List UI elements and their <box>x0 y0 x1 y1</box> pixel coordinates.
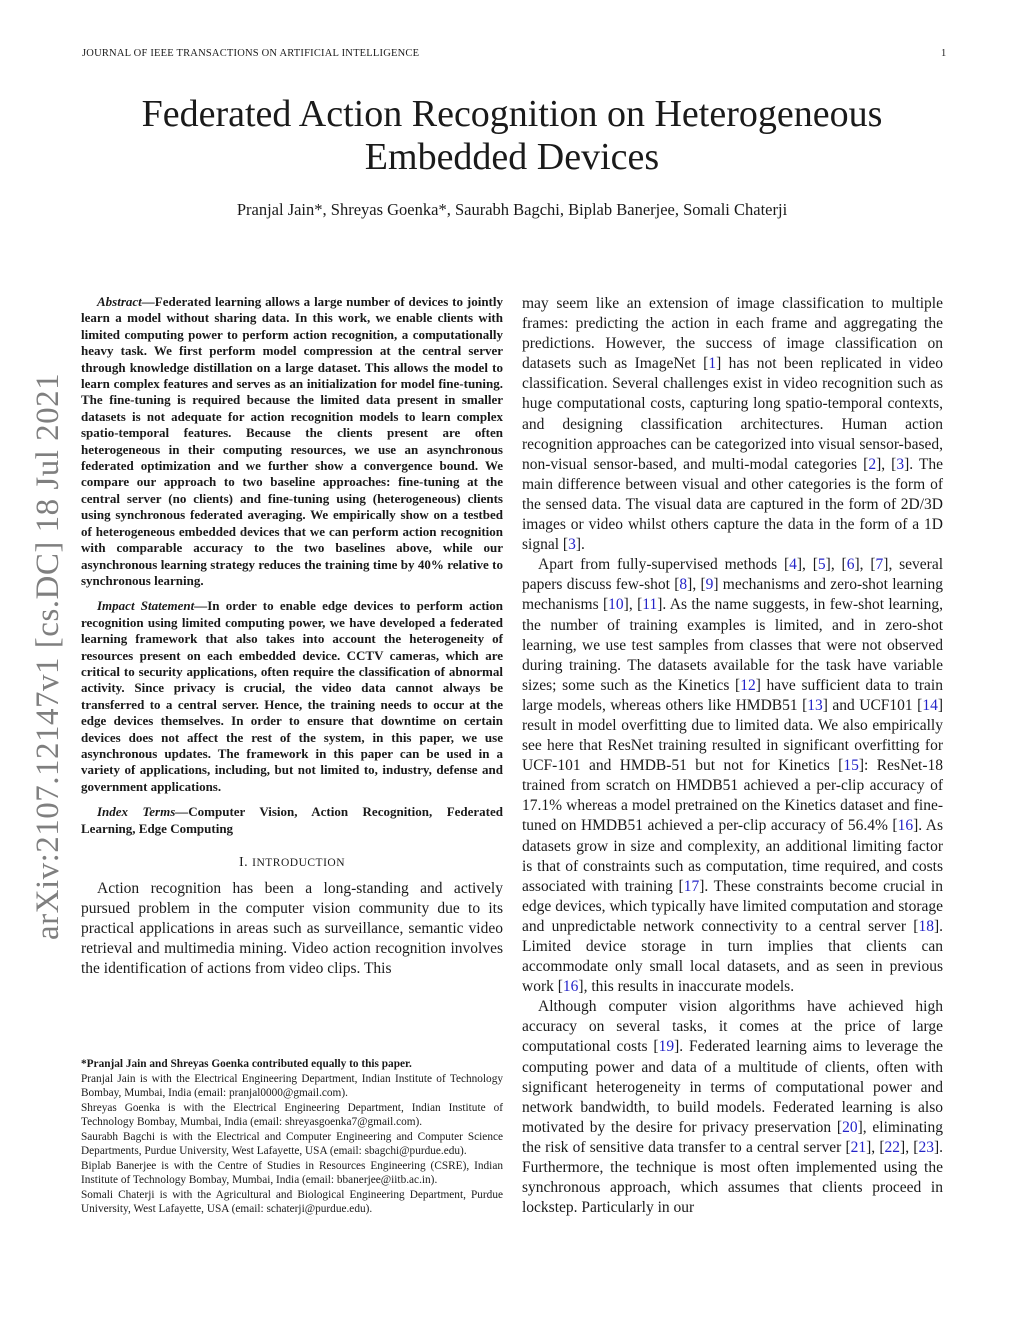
section-number: I. <box>238 855 253 870</box>
text-run: and UCF101 <box>827 696 918 714</box>
impact-statement <box>81 598 503 795</box>
footnote-equal-contribution: *Pranjal Jain and Shreyas Goenka contributed equally to this paper. <box>81 1058 412 1070</box>
citation-link[interactable]: 19 <box>658 1038 675 1056</box>
author-list: Pranjal Jain*, Shreyas Goenka*, Saurabh Bagchi, Biplab Banerjee, Somali Chaterji <box>236 200 788 219</box>
citation-link[interactable]: 5 <box>817 556 826 574</box>
title-line-1: Federated Action Recognition on Heterogeneous <box>141 93 883 135</box>
index-terms-text: Computer Vision, Action Recognition, Federated Learning, Edge Computing <box>81 804 504 836</box>
title-line-2: Embedded Devices <box>364 136 660 178</box>
text-run: : ResNet-18 trained from scratch on HMDB51 achieved a per-clip accuracy of 17.1% whereas a model pretrained on the Kinetics dataset and fine-tuned on HMDB51 achieved a per-clip accuracy of 56.4% <box>522 757 943 835</box>
index-terms-label: Index Terms— <box>97 804 189 820</box>
text-run: . These constraints become crucial in edge devices, which typically have limited computation and storage and unpredictable network connectivity to a central server <box>522 877 943 935</box>
citation-link[interactable]: 14 <box>922 696 938 714</box>
citation-link[interactable]: 20 <box>842 1118 858 1136</box>
section-heading-introduction <box>81 855 503 871</box>
footnote-goenka: Shreyas Goenka is with the Electrical Engineering Department, Indian Institute of Technology Bombay, Mumbai, India (email: shreyasgoenka7@gmail.com). <box>81 1101 503 1128</box>
citation-link[interactable]: 7 <box>875 556 884 574</box>
citation-link[interactable]: 18 <box>918 917 934 935</box>
citation-link[interactable]: 21 <box>850 1138 867 1156</box>
citation-link[interactable]: 12 <box>740 676 756 694</box>
text-run: result in model overfitting due to limited data. We also empirically see here that ResNet training resulted in significant overfitting for UCF-101 and HMDB-51 but not for Kinetics <box>522 716 943 775</box>
footnote-bagchi: Saurabh Bagchi is with the Electrical and Computer Engineering and Computer Science Departments, Purdue University, West Lafayette, USA (email: sbagchi@purdue.edu). <box>81 1130 503 1157</box>
citation-link[interactable]: 6 <box>846 556 855 574</box>
footnote-banerjee: Biplab Banerjee is with the Centre of Studies in Resources Engineering (CSRE), Indian Institute of Technology Bombay, Mumbai, India (email: bbanerjee@iitb.ac.in). <box>81 1159 503 1186</box>
page-number: 1 <box>941 48 947 59</box>
footnote-jain: Pranjal Jain is with the Electrical Engineering Department, Indian Institute of Technology Bombay, Mumbai, India (email: pranjal0000@gmail.com). <box>81 1072 503 1099</box>
text-run: mechanisms and zero-shot learning mechanisms <box>522 576 943 614</box>
text-run: Apart from fully-supervised methods <box>538 556 784 574</box>
citation-link[interactable]: 22 <box>884 1138 901 1156</box>
citation-link[interactable]: 10 <box>608 596 624 614</box>
text-run: . Furthermore, the technique is most often implemented using the synchronous approach, which assumes that clients proceed in lockstep. Particularly in our <box>522 1138 944 1217</box>
abstract-label: Abstract— <box>97 294 155 309</box>
impact-label: Impact Statement— <box>97 598 208 614</box>
citation-link[interactable]: 1 <box>708 355 717 373</box>
text-run: Although computer vision algorithms have achieved high accuracy on several tasks, it comes at the price of large computational costs <box>522 998 943 1056</box>
citation-link[interactable]: 15 <box>843 757 859 775</box>
citation-link[interactable]: 11 <box>642 596 658 614</box>
right-column <box>522 294 943 1218</box>
text-run: , <box>802 556 813 574</box>
citation-link[interactable]: 16 <box>897 817 914 835</box>
text-run: . As datasets grow in size and complexity, an additional limiting factor is that of constraints such as computation, time required, and costs associated with training <box>522 817 943 895</box>
footnotes <box>81 1057 503 1217</box>
footnote-chaterji: Somali Chaterji is with the Agricultural and Biological Engineering Department, Purdue University, West Lafayette, USA (email: schaterji@purdue.edu). <box>81 1188 503 1215</box>
text-run: has not been replicated in video classification. Several challenges exist in video recognition such as huge computational costs, capturing long spatio-temporal contexts, and designing classification architectures. Human action recognition approaches can be categorized into visual sensor-based, non-visual sensor-based, and multi-modal categories <box>522 355 944 473</box>
text-run: , <box>881 455 892 473</box>
intro-paragraph-2: Apart from fully-supervised methods [4], [5], [6], [7], several papers discuss few-shot [8], [9] mechanisms and zero-shot learning mechanisms [10], [11]. As the name suggests, in few-shot learning, the number of training examples is limited, and in zero-shot learning, we use test samples from classes that were not observed during training. The datasets available for the task have variable sizes; some such as the Kinetics [12] have sufficient data to train large models, whereas others like HMDB51 [13] and UCF101 [14] result in model overfitting due to limited data. We also empirically see here that ResNet training resulted in significant overfitting for UCF-101 and HMDB-51 but not for Kinetics [15]: ResNet-18 trained from scratch on HMDB51 achieved a per-clip accuracy of 17.1% whereas a model pretrained on the Kinetics dataset and fine-tuned on HMDB51 achieved a per-clip accuracy of 56.4% [16]. As datasets grow in size and complexity, an additional limiting factor is that of constraints such as computation, time required, and costs associated with training [17]. These constraints become crucial in edge devices, which typically have limited computation and storage and unpredictable network connectivity to a central server [18]. Limited device storage in turn implies that clients can accommodate only small local datasets, and as seen in previous work [16], this results in inaccurate models. <box>522 556 944 996</box>
citation-link[interactable]: 9 <box>705 576 714 594</box>
text-run: . As the name suggests, in few-shot learning, the number of training examples is limited, and in zero-shot learning, we use test samples from classes that were not observed during training. The datasets available for the task have variable sizes; some such as the Kinetics <box>522 596 944 694</box>
index-terms <box>81 804 503 837</box>
text-run: , <box>871 1138 880 1156</box>
section-title: INTRODUCTION <box>252 857 346 869</box>
text-run: may seem like an extension of image classification to multiple frames: predicting the action in each frame and aggregating the predictions. However, the success of image classification on datasets such as ImageNet <box>522 295 943 373</box>
text-run: , <box>830 556 842 574</box>
text-run: , <box>692 576 701 594</box>
citation-link[interactable]: 8 <box>679 576 688 594</box>
citation-link[interactable]: 3 <box>568 536 576 554</box>
text-run: , this results in inaccurate models. <box>583 978 795 996</box>
intro-paragraph-3: Although computer vision algorithms have achieved high accuracy on several tasks, it comes at the price of large computational costs [19]. Federated learning aims to leverage the computing power and data of a multitude of clients, often with significant heterogeneity in terms of computational power and network bandwidth, to build models. Federated learning is also motivated by the desire for privacy preservation [20], eliminating the risk of sensitive data transfer to a central server [21], [22], [23]. Furthermore, the technique is most often implemented using the synchronous approach, which assumes that clients proceed in lockstep. Particularly in our <box>522 998 944 1217</box>
text-run: , <box>905 1138 914 1156</box>
citation-link[interactable]: 16 <box>562 978 579 996</box>
impact-text: In order to enable edge devices to perform action recognition using limited computing power, we have developed a federated learning framework that also takes into account the heterogeneity of resources present on each embedded device. CCTV cameras, which are critical to security applications, often require the classification of abnormal activity. Since privacy is crucial, the video data cannot always be transferred to a central server. Hence, the training needs to occur at the edge devices themselves. In order to ensure that downtime on certain devices does not affect the rest of the system, in this paper, we use asynchronous updates. The framework in this paper can be used in a variety of applications, including, but not limited to, industry, defense and government applications. <box>81 598 504 794</box>
citation-link[interactable]: 4 <box>789 556 797 574</box>
text-run: , <box>859 556 871 574</box>
citation-link[interactable]: 17 <box>683 877 700 895</box>
running-head: JOURNAL OF IEEE TRANSACTIONS ON ARTIFICIAL INTELLIGENCE <box>82 48 420 59</box>
text-run: , eliminating the risk of sensitive data transfer to a central server <box>522 1118 943 1156</box>
paper-title <box>0 93 1024 179</box>
abstract <box>81 294 503 589</box>
arxiv-stamp: arXiv:2107.12147v1 [cs.DC] 18 Jul 2021 <box>30 372 66 940</box>
text-run: . Limited device storage in turn implies that clients can accommodate only small local datasets, and as seen in previous work <box>522 917 943 996</box>
intro-paragraph-continued: may seem like an extension of image classification to multiple frames: predicting the action in each frame and aggregating the predictions. However, the success of image classification on datasets such as ImageNet [1] has not been replicated in video classification. Several challenges exist in video recognition such as huge computational costs, capturing long spatio-temporal contexts, and designing classification architectures. Human action recognition approaches can be categorized into visual sensor-based, non-visual sensor-based, and multi-modal categories [2], [3]. The main difference between visual and other categories is the form of the sensed data. The visual data are captured in the form of 2D/3D images or video whilst others capture the data in the form of a 1D signal [3]. <box>522 295 944 554</box>
citation-link[interactable]: 13 <box>807 696 823 714</box>
text-run: , <box>628 596 638 614</box>
text-run: , several papers discuss few-shot <box>522 556 944 594</box>
left-column <box>81 294 503 979</box>
text-run: . The main difference between visual and other categories is the form of the sensed data. The visual data are captured in the form of 2D/3D images or video whilst others capture the data in the form of a 1D signal <box>522 455 943 554</box>
text-run: . <box>581 536 585 554</box>
text-run: . Federated learning aims to leverage the computing power and data of a multitude of clients, often with significant heterogeneity in terms of computational power and network bandwidth, to build models. Federated learning is also motivated by the desire for privacy preservation <box>522 1038 943 1136</box>
citation-link[interactable]: 23 <box>918 1138 934 1156</box>
abstract-text: Federated learning allows a large number of devices to jointly learn a model without sharing data. In this work, we enable clients with limited computing power to perform action recognition, a computationally heavy task. We first perform model compression at the central server through knowledge distillation on a large dataset. This allows the model to learn complex features and serves as an initialization for model fine-tuning. The fine-tuning is required because the limited data present in smaller datasets is not adequate for action recognition models to learn complex spatio-temporal features. Because the clients present are often heterogeneous in their computing resources, we use an asynchronous federated optimization and we further show a convergence bound. We compare our approach to two baseline approaches: fine-tuning at the central server (no clients) and fine-tuning using (heterogeneous) clients using synchronous federated averaging. We empirically show on a testbed of heterogeneous embedded devices that we can perform action recognition with comparable accuracy to the two baselines above, while our asynchronous learning strategy reduces the training time by 40% relative to synchronous learning. <box>81 294 503 588</box>
text-run: have sufficient data to train large models, whereas others like HMDB51 <box>522 676 943 714</box>
intro-paragraph-1: Action recognition has been a long-standing and actively pursued problem in the computer vision community due to its practical applications in areas such as surveillance, semantic video retrieval and multimedia mining. Video action recognition involves the identification of actions from video clips. This <box>81 880 503 978</box>
citation-link[interactable]: 2 <box>868 455 877 473</box>
citation-link[interactable]: 3 <box>896 455 905 473</box>
